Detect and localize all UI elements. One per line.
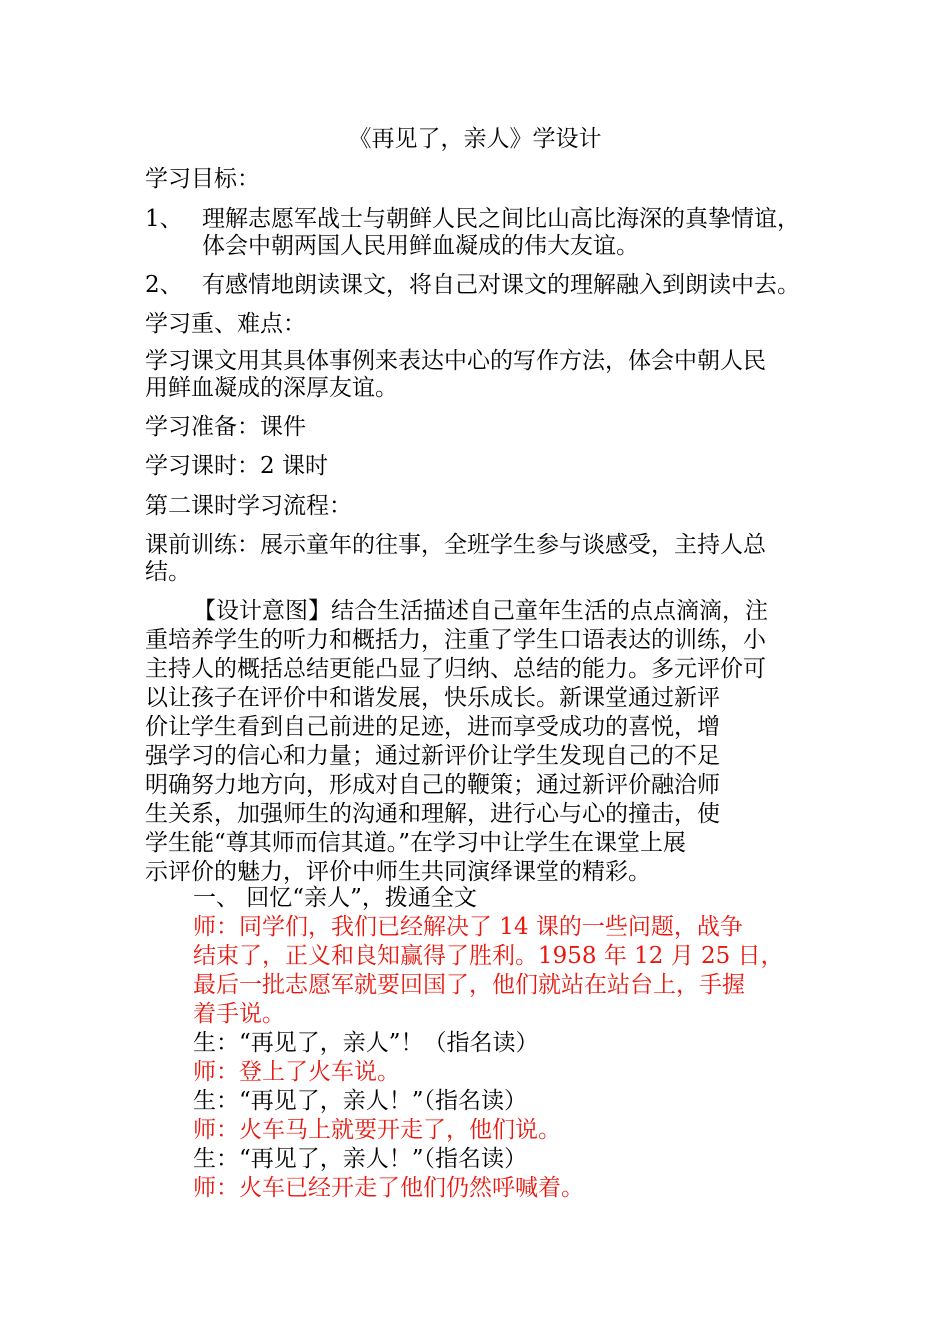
- objective-1-line-2: 体会中朝两国人民用鲜血凝成的伟大友谊。: [202, 233, 639, 259]
- student-line: 生：“再见了，亲人！”（指名读）: [193, 1146, 528, 1172]
- preparation: 学习准备：课件: [145, 414, 306, 440]
- objective-2-line-1: 有感情地朗读课文，将自己对课文的理解融入到朗读中去。: [202, 272, 800, 298]
- teacher-line: 着手说。: [193, 1001, 285, 1027]
- teacher-line: 师：同学们，我们已经解决了 14 课的一些问题，战争: [193, 914, 743, 940]
- design-intent-line: 生关系，加强师生的沟通和理解，进行心与心的撞击，使: [145, 801, 720, 827]
- key-points-line-1: 学习课文用其具体事例来表达中心的写作方法，体会中朝人民: [145, 348, 766, 374]
- student-line: 生：“再见了，亲人！”（指名读）: [193, 1088, 528, 1114]
- teacher-line: 师：火车马上就要开走了，他们说。: [193, 1117, 561, 1143]
- pre-class-line-2: 结。: [145, 559, 191, 585]
- student-line: 生：“再见了，亲人”！（指名读）: [193, 1030, 539, 1056]
- design-intent-line: 价让学生看到自己前进的足迹，进而享受成功的喜悦，增: [145, 714, 720, 740]
- key-points-heading: 学习重、难点：: [145, 311, 306, 337]
- objectives-heading: 学习目标：: [145, 166, 260, 192]
- objective-1-line-1: 理解志愿军战士与朝鲜人民之间比山高比海深的真挚情谊，: [202, 206, 800, 232]
- design-intent-line: 以让孩子在评价中和谐发展，快乐成长。新课堂通过新评: [145, 685, 720, 711]
- objective-1-number: 1、: [145, 206, 183, 232]
- teacher-line: 结束了，正义和良知赢得了胜利。1958 年 12 月 25 日，: [193, 943, 784, 969]
- design-intent-line: 明确努力地方向，形成对自己的鞭策；通过新评价融洽师: [145, 772, 720, 798]
- document-title: 《再见了，亲人》学设计: [348, 126, 602, 152]
- teacher-line: 师：火车已经开走了他们仍然呼喊着。: [193, 1175, 584, 1201]
- design-intent-line: 示评价的魅力，评价中师生共同演绎课堂的精彩。: [145, 859, 651, 885]
- design-intent-line: 【设计意图】结合生活描述自己童年生活的点点滴滴，注: [193, 598, 768, 624]
- design-intent-line: 学生能“尊其师而信其道。”在学习中让学生在课堂上展: [145, 830, 687, 856]
- design-intent-line: 重培养学生的听力和概括力，注重了学生口语表达的训练，小: [145, 627, 766, 653]
- objective-2-number: 2、: [145, 272, 183, 298]
- design-intent-line: 主持人的概括总结更能凸显了归纳、总结的能力。多元评价可: [145, 656, 766, 682]
- class-hours: 学习课时：2 课时: [145, 453, 328, 479]
- section-one-heading: 一、 回忆“亲人”，拨通全文: [193, 885, 477, 911]
- key-points-line-2: 用鲜血凝成的深厚友谊。: [145, 375, 398, 401]
- teacher-line: 最后一批志愿军就要回国了，他们就站在站台上，手握: [193, 972, 745, 998]
- teacher-line: 师：登上了火车说。: [193, 1059, 400, 1085]
- design-intent-line: 强学习的信心和力量；通过新评价让学生发现自己的不足: [145, 743, 720, 769]
- pre-class-line-1: 课前训练：展示童年的往事，全班学生参与谈感受，主持人总: [145, 532, 766, 558]
- flow-heading: 第二课时学习流程：: [145, 493, 352, 519]
